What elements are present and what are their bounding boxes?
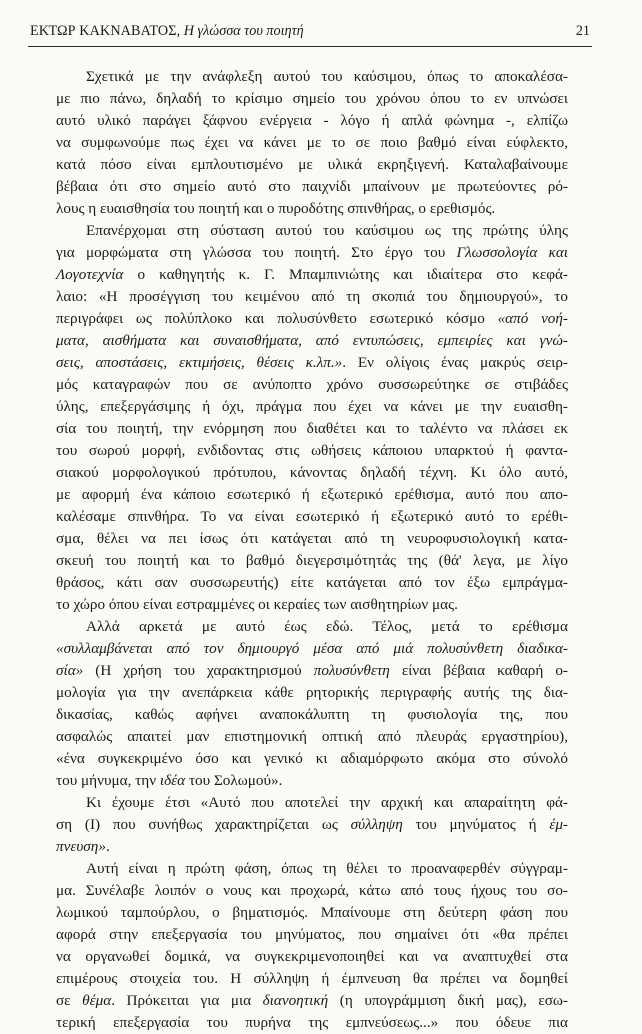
text-line <box>56 836 568 858</box>
text-line <box>56 506 568 528</box>
text-run: (η υπογράμμιση δική μας), εσω- <box>328 992 568 1009</box>
text-line <box>56 132 568 154</box>
italic-text: ιδέα <box>159 772 186 789</box>
header-rule <box>28 46 592 47</box>
text-run: Αυτή είναι η πρώτη φάση, όπως τη θέλει το προαναφερθέν σύγγραμ- <box>86 860 568 877</box>
text-run: ση (Ι) που συνήθως χαρακτηρίζεται ως <box>56 816 351 833</box>
text-run: περιγράφει ως πολύπλοκο και πολυσύνθετο εσωτερικό κόσμο <box>56 310 498 327</box>
text-line <box>56 1012 568 1034</box>
text-run: με αφορμή ένα κάποιο εσωτερικό ή εξωτερικό ερέθισμα, αυτό που απο- <box>56 486 568 503</box>
text-line <box>56 814 568 836</box>
text-run: ασφαλώς απαιτεί μαν επιστημονική οπτική από πλευράς εργαστηρίου), <box>56 728 568 745</box>
running-header <box>30 21 590 41</box>
text-line <box>56 396 568 418</box>
text-run: μός καταγραφών που σε ανύποπτο χρόνο συσσωρεύτηκε σε στιβάδες <box>56 376 568 393</box>
text-run: λωμικού ταμπούρλου, ο βηματισμός. Μπαίνουμε στη δεύτερη φάση που <box>56 904 568 921</box>
text-line <box>56 264 568 286</box>
text-run: θράσος, κάτι σαν συσσωρευτής) είτε κατάγεται από τον έξω εμπράγμα- <box>56 574 568 591</box>
text-run: με πιο πάνω, δηλαδή το κρίσιμο σημείο του χρόνου όπου το εν υπνώσει <box>56 90 568 107</box>
text-line <box>56 990 568 1012</box>
text-line <box>56 242 568 264</box>
text-run: να οργανωθεί δομικά, να συγκεκριμενοποιηθεί και να αναπτυχθεί στα <box>56 948 568 965</box>
text-line <box>56 682 568 704</box>
text-line <box>56 660 568 682</box>
text-line <box>56 484 568 506</box>
text-run: Σχετικά με την ανάφλεξη αυτού του καύσιμου, όπως το αποκαλέσα- <box>86 68 568 85</box>
text-line <box>56 198 568 220</box>
text-line <box>56 594 568 616</box>
text-run: να συμφωνούμε πως έχει να κάνει με το σε ποιο βαθμό είναι εύφλεκτο, <box>56 134 568 151</box>
text-line <box>56 550 568 572</box>
text-line <box>56 462 568 484</box>
text-run: . <box>105 838 110 855</box>
italic-text: «από νοή- <box>497 310 568 327</box>
text-line <box>56 616 568 638</box>
text-line <box>56 418 568 440</box>
italic-text: «συλλαμβάνεται από τον δημιουργό μέσα από μιά πολυσύνθετη διαδικα- <box>56 640 568 657</box>
text-run: σε <box>56 992 83 1009</box>
text-run: του Σολωμού». <box>185 772 283 789</box>
text-line <box>56 770 568 792</box>
text-run: λαιο: «Η προσέγγιση του κειμένου από τη σκοπιά του δημιουργού», το <box>56 288 568 305</box>
text-line <box>56 638 568 660</box>
text-run: . Εν ολίγοις ένας μακρύς σειρ- <box>342 354 568 371</box>
body-text <box>56 66 568 1034</box>
page-number: 21 <box>575 23 590 39</box>
text-run: καλέσαμε σπινθήρα. Το να είναι εσωτερικό ή εξωτερικό αυτό το ερέθι- <box>56 508 568 525</box>
text-run: (Η χρήση του χαρακτηρισμού <box>83 662 314 679</box>
italic-text: πολυσύνθετη <box>313 662 390 679</box>
header-author: ΕΚΤΩΡ ΚΑΚΝΑΒΑΤΟΣ, <box>30 23 181 39</box>
text-run: σία του ποιητή, την ενόρμηση που διαθέτει και το ταλέντο να πλάσει εκ <box>56 420 568 437</box>
italic-text: έμ- <box>549 816 568 833</box>
text-run: Επανέρχομαι στη σύσταση αυτού του καύσιμου ως της πρώτης ύλης <box>86 222 568 239</box>
text-run: κατά πόσο είναι εμπλουτισμένο με υλικά εκρηξιγενή. Καταλαβαίνουμε <box>56 156 568 173</box>
text-line <box>56 440 568 462</box>
text-run: αυτό υλικό παράγει ξάφνου ενέργεια - λόγο ή απλά φώνημα -, ελπίζω <box>56 112 568 129</box>
text-line <box>56 286 568 308</box>
text-run: είναι βέβαια καθαρή ο- <box>389 662 568 679</box>
text-line <box>56 858 568 880</box>
text-line <box>56 902 568 924</box>
text-line <box>56 748 568 770</box>
text-run: βέβαια ότι στο σημείο αυτό στο παιχνίδι μπαίνουν με πρωτεύοντες ρό- <box>56 178 568 195</box>
italic-text: σεις, αποστάσεις, εκτιμήσεις, θέσεις κ.λπ.» <box>56 354 343 371</box>
text-run: μολογία για την ανεπάρκεια κάθε ρητορικής περιγραφής αυτής της δια- <box>56 684 568 701</box>
italic-text: Γλωσσολογία και <box>456 244 569 261</box>
italic-text: ματα, αισθήματα και συναισθήματα, από εντυπώσεις, εμπειρίες και γνώ- <box>56 332 568 349</box>
text-line <box>56 968 568 990</box>
text-line <box>56 330 568 352</box>
italic-text: πνευση» <box>56 838 106 855</box>
text-line <box>56 176 568 198</box>
text-line <box>56 726 568 748</box>
text-run: επιμέρους στοιχεία του. Η σύλληψη ή έμπνευση θα πρέπει να δομηθεί <box>56 970 568 987</box>
text-line <box>56 110 568 132</box>
italic-text: σία» <box>56 662 84 679</box>
text-run: αφορά στην επεξεργασία του μηνύματος, που σημαίνει ότι «θα πρέπει <box>56 926 568 943</box>
header-title: Η γλώσσα του ποιητή <box>183 23 304 39</box>
text-run: ύλης, επεξεργάσιμης ή όχι, πράγμα που έχει να κάνει με την ευαισθη- <box>56 398 568 415</box>
text-run: του σωρού μορφή, ενδιδοντας στις ωθήσεις κάποιου υπαρκτού ή φαντα- <box>56 442 568 459</box>
text-run: σκευή του ποιητή και το βαθμό διεγερσιμότητάς της (θά' λεγα, με λίγο <box>56 552 568 569</box>
text-run: δικασίας, καθώς αφήνει αναποκάλυπτη τη φυσιολογία της, που <box>56 706 568 723</box>
text-run: «ένα συγκεκριμένο όσο και γενικό κι αδιαμόρφωτο ακόμα στο σύνολό <box>56 750 568 767</box>
text-line <box>56 220 568 242</box>
text-run: . Πρόκειται για μια <box>111 992 263 1009</box>
text-run: του μηνύματος ή <box>402 816 550 833</box>
text-line <box>56 308 568 330</box>
text-line <box>56 528 568 550</box>
text-run: ο καθηγητής κ. Γ. Μπαμπινιώτης και ιδιαίτερα στο κεφά- <box>123 266 568 283</box>
text-line <box>56 924 568 946</box>
text-line <box>56 66 568 88</box>
text-line <box>56 880 568 902</box>
text-run: σμα, θέλει να πει ίσως ότι κατάγεται από τη νευροφυσιολογική κατα- <box>56 530 568 547</box>
text-line <box>56 154 568 176</box>
text-run: το χώρο όπου είναι εστραμμένες οι κεραίες των αισθητηρίων μας. <box>56 596 458 613</box>
italic-text: θέμα <box>82 992 112 1009</box>
text-run: σιακού μορφολογικού πρότυπου, κάνοντας δηλαδή τέχνη. Κι όλο αυτό, <box>56 464 568 481</box>
text-line <box>56 572 568 594</box>
text-run: του μήνυμα, την <box>56 772 160 789</box>
italic-text: Λογοτεχνία <box>56 266 124 283</box>
text-run: Αλλά αρκετά με αυτό έως εδώ. Τέλος, μετά το ερέθισμα <box>86 618 568 635</box>
text-line <box>56 704 568 726</box>
text-run: Κι έχουμε έτσι «Αυτό που αποτελεί την αρχική και απαραίτητη φά- <box>86 794 568 811</box>
text-line <box>56 946 568 968</box>
text-line <box>56 792 568 814</box>
text-run: λους η ευαισθησία του ποιητή και ο πυροδότης σπινθήρας, ο ερεθισμός. <box>56 200 496 217</box>
text-line <box>56 352 568 374</box>
italic-text: σύλληψη <box>350 816 403 833</box>
italic-text: διανοητική <box>262 992 329 1009</box>
text-line <box>56 88 568 110</box>
text-run: για μορφώματα στη γλώσσα του ποιητή. Στο έργο του <box>56 244 457 261</box>
text-run: μα. Συνέλαβε λοιπόν ο νους και προχωρά, κάτω από τους ήχους του σο- <box>56 882 568 899</box>
text-run: τερική επεξεργασία του πυρήνα της εμπνεύσεως...» που όδευε πια <box>56 1014 568 1031</box>
text-line <box>56 374 568 396</box>
